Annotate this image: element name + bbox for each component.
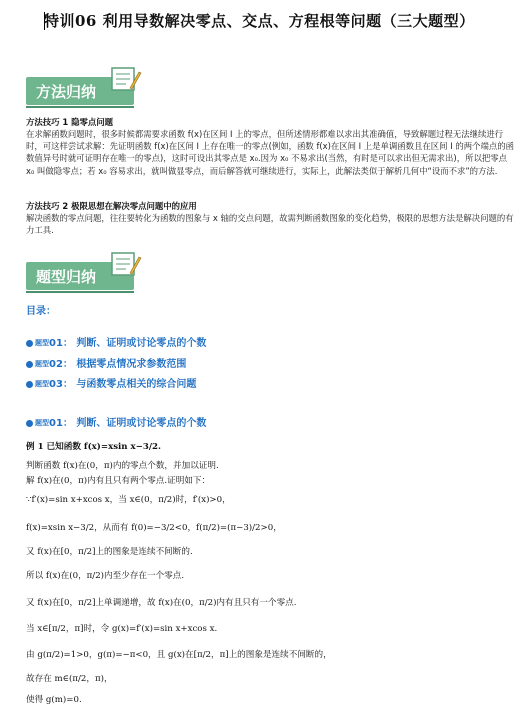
example-line: f(x)=xsin x−3/2，从而有 f(0)=−3/2<0，f(π/2)=(π−3)/2>0， <box>26 523 282 533</box>
banner-label: 题型归纳 <box>36 268 97 286</box>
example-line: 由 g(π/2)=1>0，g(π)=−π<0，且 g(x)在[π/2，π]上的图象是连续不间断的， <box>26 650 332 660</box>
bullet-icon <box>26 420 33 427</box>
method-1-body: 在求解函数问题时，很多时候都需要求函数 f(x)在区间 I 上的零点，但所述情形都难以求出其准确值，导致解题过程无法继续进行时，可这样尝试求解：先证明函数 f(x)在区间 I 上存在唯一的零点(例如，函数 f(x)在区间 I 上是单调函数且在区间 I 的两个端点的函数值异号时就可证明存在唯一的零点)，这时可设出其零点是 x₀.因为 x₀ 不易求出(当然，有时是可以求出但无需求出)，所以把零点 x₀ 叫做隐零点；若 x₀ 容易求出，就叫做显零点，而后解答就可继续进行，实际上，此解法类似于解析几何中“设而不求”的方法. <box>26 129 514 176</box>
example-line: 当 x∈[π/2，π]时，令 g(x)=f′(x)=sin x+xcos x. <box>26 624 218 634</box>
toc-item-03[interactable]: 题型03： 与函数零点相关的综合问题 <box>26 375 196 390</box>
example-line: 又 f(x)在[0，π/2]上单调递增，故 f(x)在(0，π/2)内有且只有一个零点. <box>26 598 297 608</box>
notebook-pencil-icon <box>108 249 142 279</box>
example-line: ∵f′(x)=sin x+xcos x，当 x∈(0，π/2)时，f′(x)>0， <box>26 495 231 505</box>
example-line: 使得 g(m)=0. <box>26 695 82 705</box>
toc-item-02[interactable]: 题型02： 根据零点情况求参数范围 <box>26 355 186 370</box>
toc-item-01[interactable]: 题型01： 判断、证明或讨论零点的个数 <box>26 334 206 349</box>
example-line: 判断函数 f(x)在(0，π)内的零点个数，并加以证明. <box>26 461 219 471</box>
method-1-heading: 方法技巧 1 隐零点问题 <box>26 117 114 127</box>
page-title: 特训06 利用导数解决零点、交点、方程根等问题（三大题型） <box>44 12 475 30</box>
bullet-icon <box>26 361 33 368</box>
section-heading-01: 题型01： 判断、证明或讨论零点的个数 <box>26 414 206 429</box>
banner-label: 方法归纳 <box>36 83 97 101</box>
bullet-icon <box>26 381 33 388</box>
example-line: 故存在 m∈(π/2，π)， <box>26 674 113 684</box>
bullet-icon <box>26 340 33 347</box>
example-line: 例 1 已知函数 f(x)=xsin x−3/2. <box>26 442 161 452</box>
method-2-heading: 方法技巧 2 极限思想在解决零点问题中的应用 <box>26 201 197 211</box>
toc-label: 目录： <box>26 306 56 317</box>
method-2-body: 解决函数的零点问题，往往要转化为函数的图象与 x 轴的交点问题，故需判断函数图象的变化趋势，极限的思想方法是解决问题的有力工具. <box>26 213 514 236</box>
example-line: 解 f(x)在(0，π)内有且只有两个零点.证明如下： <box>26 476 211 486</box>
example-line: 又 f(x)在[0，π/2]上的图象是连续不间断的. <box>26 547 193 557</box>
notebook-pencil-icon <box>108 64 142 94</box>
example-line: 所以 f(x)在(0，π/2)内至少存在一个零点. <box>26 571 185 581</box>
